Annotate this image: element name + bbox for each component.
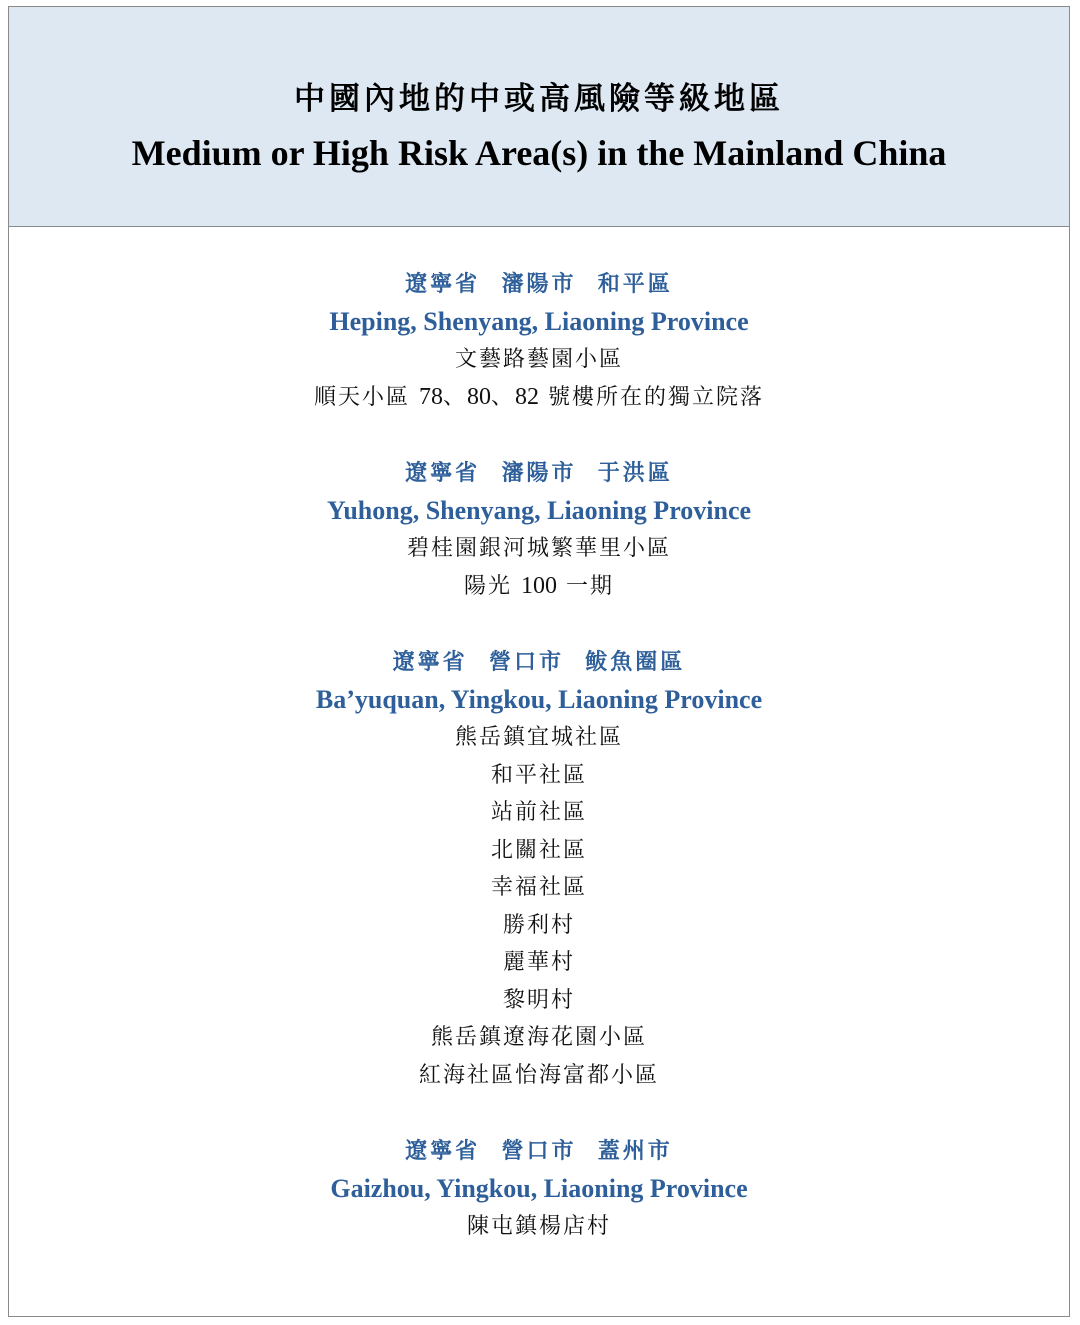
list-item: 文藝路藝園小區 <box>454 347 623 372</box>
location-heading-english: Heping, Shenyang, Liaoning Province <box>329 307 749 336</box>
list-item: 站前社區 <box>490 800 587 825</box>
location-heading-chinese: 遼寧省 瀋陽市 和平區 <box>405 271 673 297</box>
page-title-chinese: 中國內地的中或高風險等級地區 <box>294 81 784 117</box>
location-heading-chinese: 遼寧省 營口市 鲅魚圈區 <box>392 649 686 675</box>
page-title-english: Medium or High Risk Area(s) in the Mainland China <box>131 133 947 173</box>
location-heading-chinese: 遼寧省 瀋陽市 于洪區 <box>405 460 673 486</box>
location-heading-english: Ba’yuquan, Yingkou, Liaoning Province <box>315 685 763 714</box>
area-section-gaizhou <box>9 1132 1069 1246</box>
list-item: 和平社區 <box>490 762 587 788</box>
list-item: 黎明村 <box>502 987 575 1013</box>
document-frame <box>8 6 1070 1317</box>
list-item: 順天小區 78、80、82 號樓所在的獨立院落 <box>313 383 765 410</box>
location-heading-chinese: 遼寧省 營口市 蓋州市 <box>405 1138 673 1164</box>
list-item: 陽光 100 一期 <box>464 572 614 599</box>
list-item: 熊岳鎮宜城社區 <box>454 725 623 750</box>
list-item: 勝利村 <box>502 912 575 938</box>
list-item: 陳屯鎮楊店村 <box>466 1214 611 1239</box>
list-item: 幸福社區 <box>490 875 587 900</box>
location-heading-english: Gaizhou, Yingkou, Liaoning Province <box>330 1174 748 1203</box>
location-heading-english: Yuhong, Shenyang, Liaoning Province <box>326 496 752 525</box>
area-section-bayuquan <box>9 643 1069 1094</box>
area-list <box>9 227 1069 1246</box>
list-item: 北關社區 <box>490 837 587 863</box>
title-band <box>9 7 1069 227</box>
area-section-heping <box>9 265 1069 416</box>
area-section-yuhong <box>9 454 1069 605</box>
list-item: 麗華村 <box>502 950 575 975</box>
list-item: 紅海社區怡海富都小區 <box>418 1062 659 1088</box>
list-item: 熊岳鎮遼海花園小區 <box>430 1025 647 1050</box>
list-item: 碧桂園銀河城繁華里小區 <box>406 536 671 561</box>
